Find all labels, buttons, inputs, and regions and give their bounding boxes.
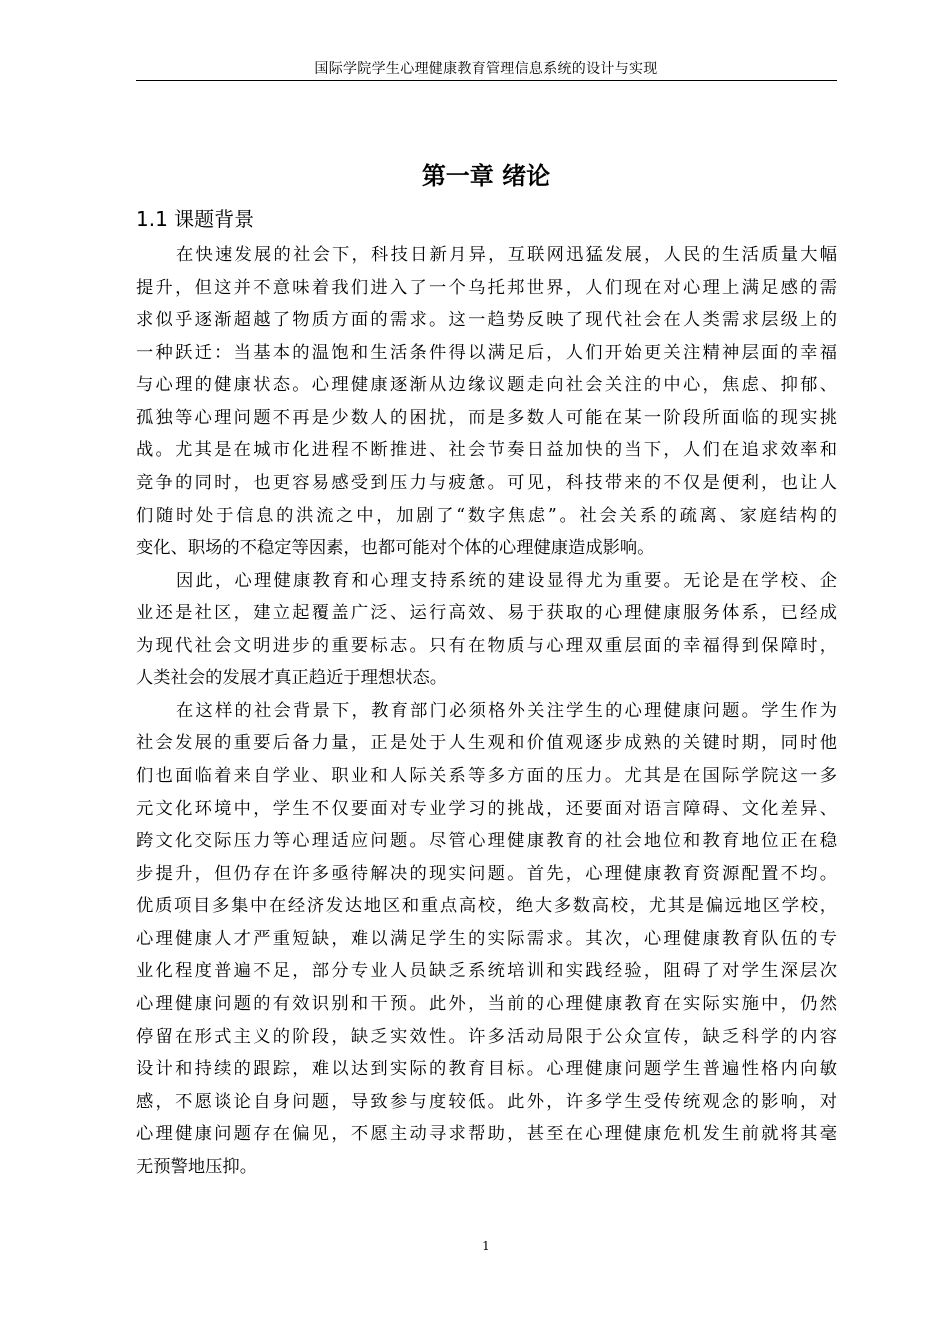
text-line: 人类社会的发展才真正趋近于理想状态。 [136, 668, 448, 689]
body-text [136, 239, 837, 1183]
text-line: 变化、职场的不稳定等因素，也都可能对个体的心理健康造成影响。 [136, 538, 655, 559]
page-number: 1 [482, 1239, 490, 1253]
paragraph [136, 239, 837, 565]
text-line: 提升，但这并不意味着我们进入了一个乌托邦世界，人们现在对心理上满足感的需 [136, 277, 837, 298]
running-header: 国际学院学生心理健康教育管理信息系统的设计与实现 [314, 61, 658, 77]
paragraph [136, 695, 837, 1183]
text-line: 元文化环境中，学生不仅要面对专业学习的挑战，还要面对语言障碍、文化差异、 [136, 798, 837, 819]
text-line: 们也面临着来自学业、职业和人际关系等多方面的压力。尤其是在国际学院这一多 [136, 766, 837, 786]
text-line: 心理健康问题的有效识别和干预。此外，当前的心理健康教育在实际实施中，仍然 [136, 993, 837, 1014]
text-line: 优质项目多集中在经济发达地区和重点高校，绝大多数高校，尤其是偏远地区学校， [136, 896, 837, 917]
text-line: 步提升，但仍存在许多亟待解决的现实问题。首先，心理健康教育资源配置不均。 [136, 863, 837, 884]
text-line: 竞争的同时，也更容易感受到压力与疲惫。可见，科技带来的不仅是便利，也让人 [136, 472, 837, 493]
text-line: 感，不愿谈论自身问题，导致参与度较低。此外，许多学生受传统观念的影响，对 [136, 1091, 837, 1112]
text-line: 为现代社会文明进步的重要标志。只有在物质与心理双重层面的幸福得到保障时， [136, 635, 837, 656]
text-line: 在这样的社会背景下，教育部门必须格外关注学生的心理健康问题。学生作为 [176, 700, 837, 721]
text-line: 心理健康人才严重短缺，难以满足学生的实际需求。其次，心理健康教育队伍的专 [136, 928, 837, 949]
text-line: 心理健康问题存在偏见，不愿主动寻求帮助，甚至在心理健康危机发生前就将其毫 [136, 1124, 837, 1145]
text-line: 业化程度普遍不足，部分专业人员缺乏系统培训和实践经验，阻碍了对学生深层次 [136, 961, 837, 982]
paragraph [136, 565, 837, 695]
text-line: 一种跃迁：当基本的温饱和生活条件得以满足后，人们开始更关注精神层面的幸福 [136, 342, 837, 363]
header-rule [136, 80, 837, 81]
text-line: 停留在形式主义的阶段，缺乏实效性。许多活动局限于公众宣传，缺乏科学的内容 [136, 1026, 837, 1047]
text-line: 与心理的健康状态。心理健康逐渐从边缘议题走向社会关注的中心，焦虑、抑郁、 [136, 375, 837, 396]
text-line: 求似乎逐渐超越了物质方面的需求。这一趋势反映了现代社会在人类需求层级上的 [136, 310, 837, 331]
text-line: 们随时处于信息的洪流之中，加剧了“数字焦虑”。社会关系的疏离、家庭结构的 [136, 505, 837, 526]
text-line: 战。尤其是在城市化进程不断推进、社会节奏日益加快的当下，人们在追求效率和 [136, 440, 837, 461]
text-line: 社会发展的重要后备力量，正是处于人生观和价值观逐步成熟的关键时期，同时他 [136, 733, 837, 754]
section-heading: 1.1 课题背景 [136, 207, 255, 231]
text-line: 无预警地压抑。 [136, 1156, 257, 1177]
chapter-title: 第一章 绪论 [421, 162, 551, 190]
text-line: 因此，心理健康教育和心理支持系统的建设显得尤为重要。无论是在学校、企 [176, 570, 837, 591]
text-line: 在快速发展的社会下，科技日新月异，互联网迅猛发展，人民的生活质量大幅 [176, 245, 837, 265]
text-line: 业还是社区，建立起覆盖广泛、运行高效、易于获取的心理健康服务体系，已经成 [136, 603, 837, 624]
text-line: 设计和持续的跟踪，难以达到实际的教育目标。心理健康问题学生普遍性格内向敏 [136, 1059, 837, 1080]
text-line: 孤独等心理问题不再是少数人的困扰，而是多数人可能在某一阶段所面临的现实挑 [136, 407, 837, 428]
text-line: 跨文化交际压力等心理适应问题。尽管心理健康教育的社会地位和教育地位正在稳 [136, 831, 837, 852]
